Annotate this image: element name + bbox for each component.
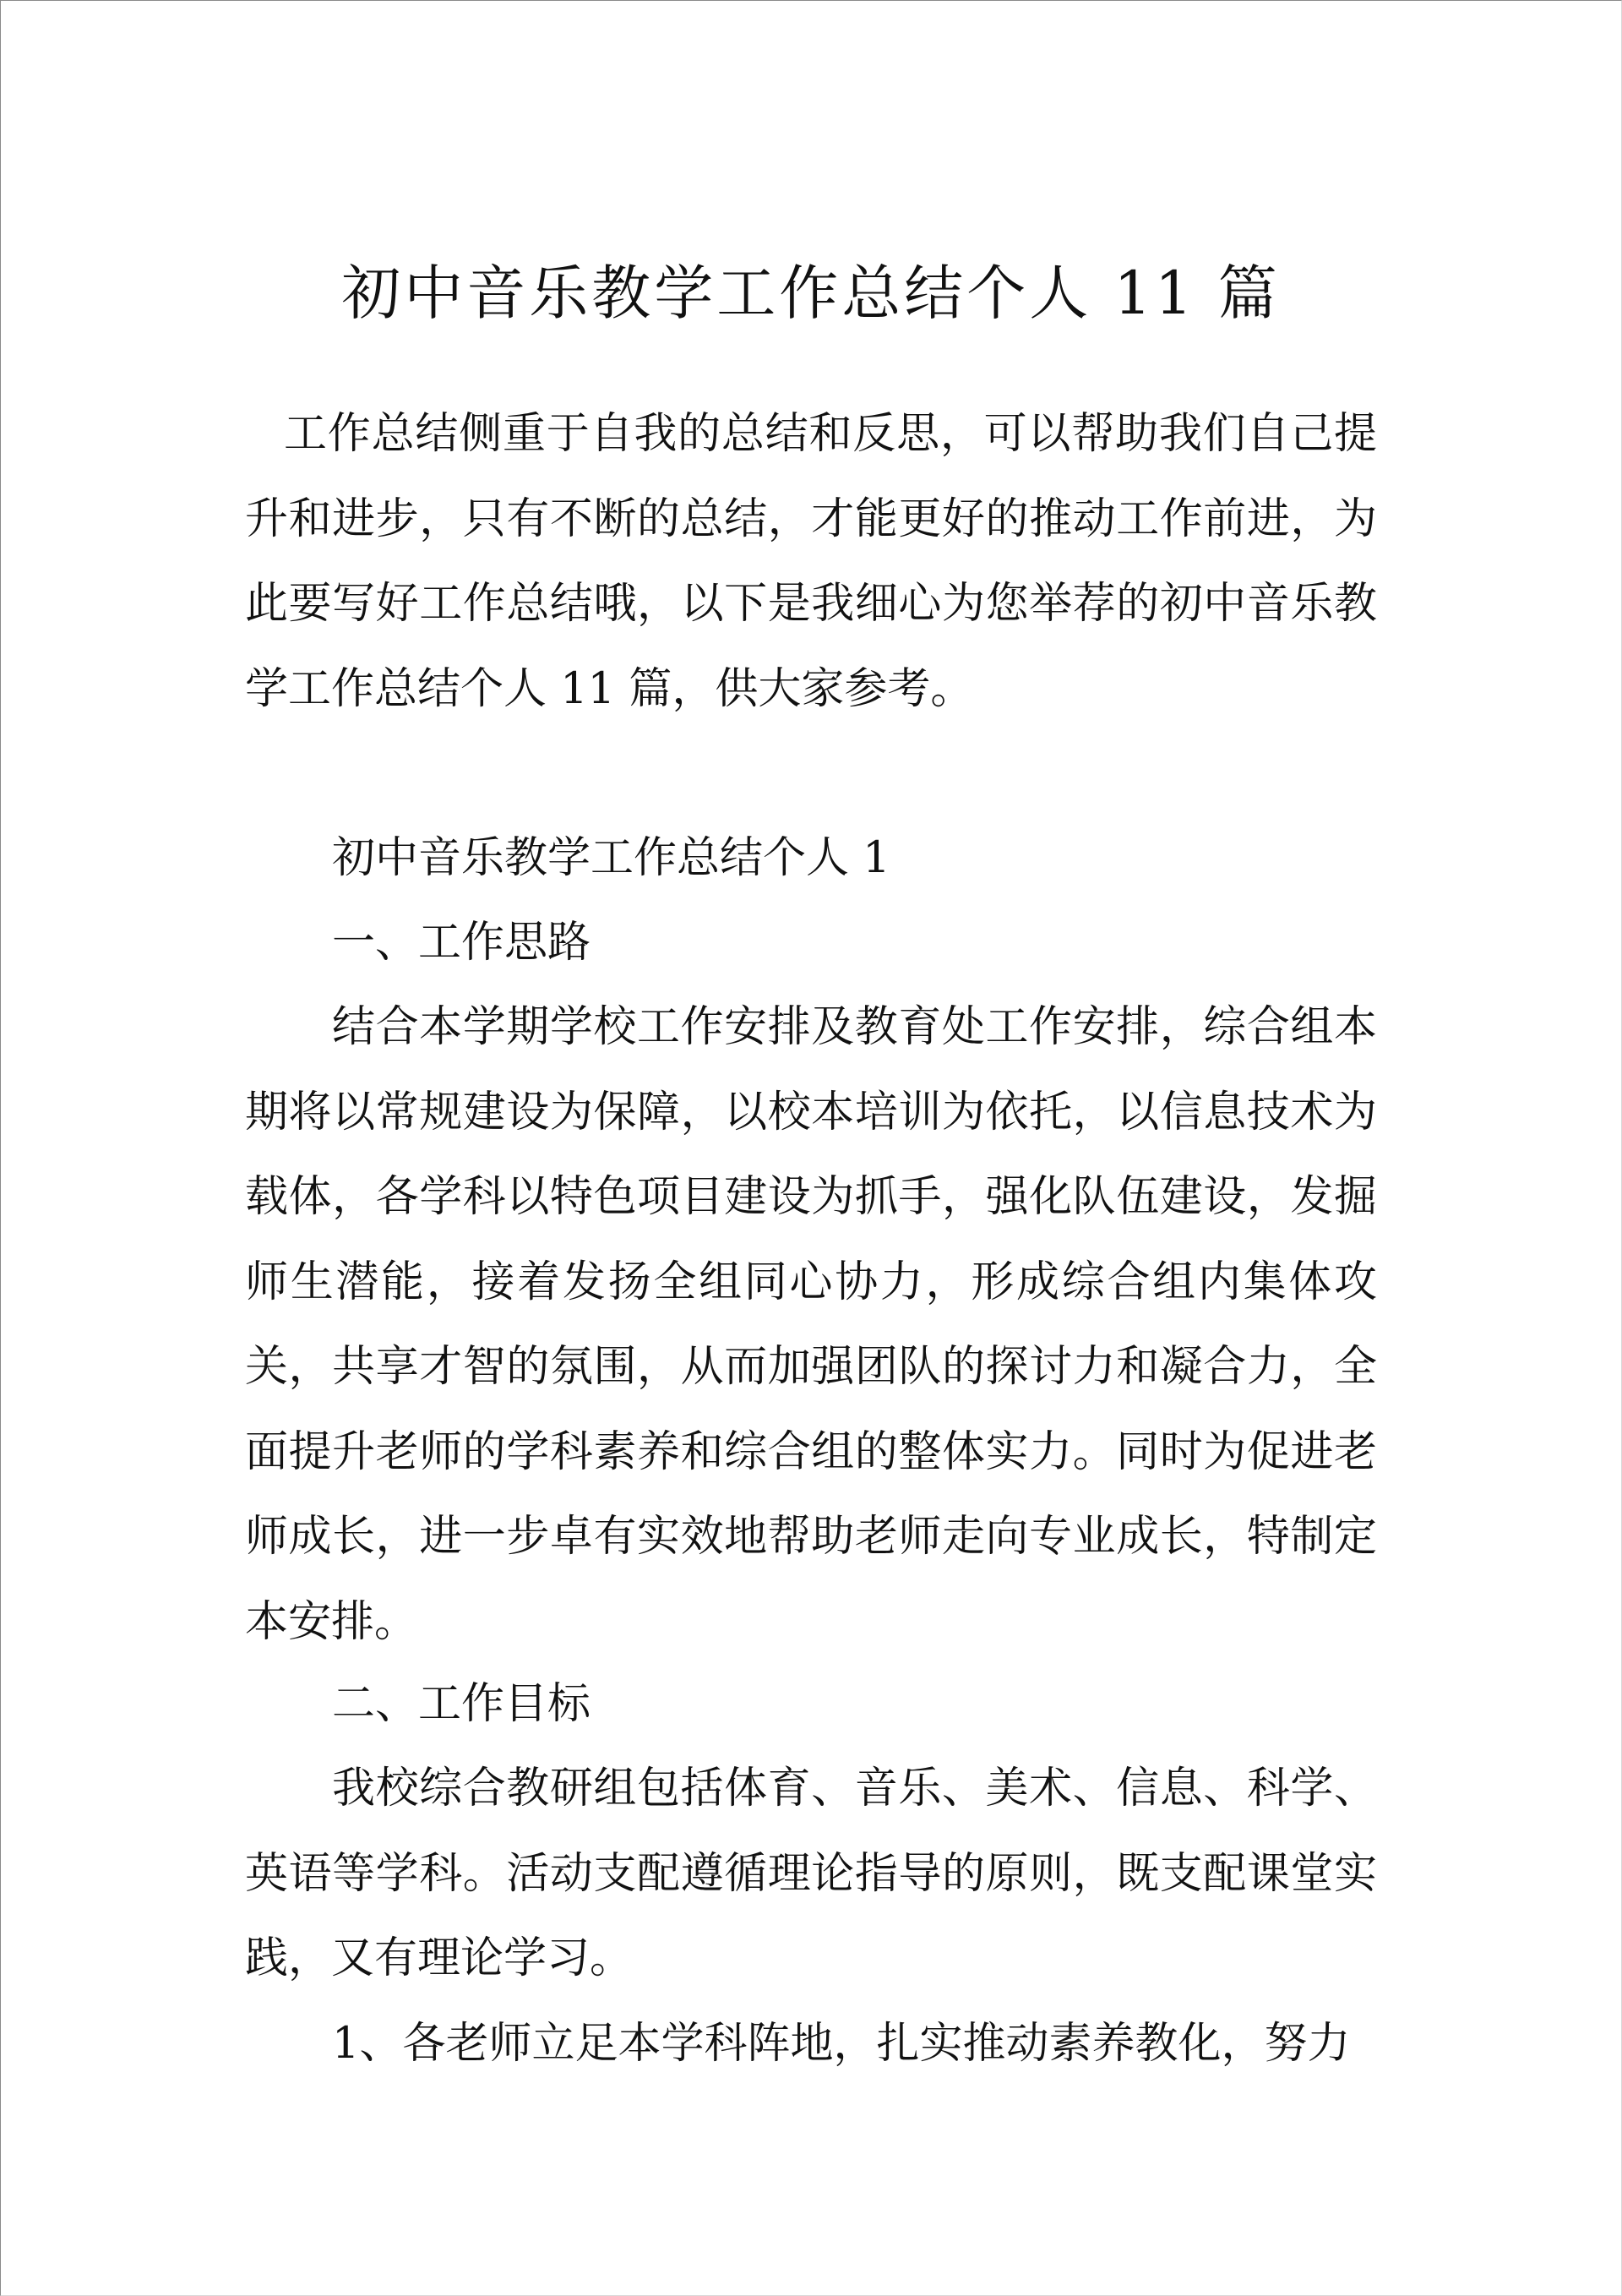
section-heading-work-approach: 一、工作思路 [332, 918, 591, 968]
document-title: 初中音乐教学工作总结个人 11 篇 [341, 259, 1281, 328]
section-heading-work-goals: 二、工作目标 [332, 1679, 591, 1729]
section-subtitle: 初中音乐教学工作总结个人 1 [332, 833, 890, 883]
intro-paragraph: 工作总结侧重于自我的总结和反思，可以帮助我们自己提升和进步，只有不断的总结，才能更好的推动工作前进，为此要写好工作总结哦，以下是我细心为您举荐的初中音乐教学工作总结个人 11 篇，供大家参考。 [245, 409, 1377, 714]
section-paragraph-work-goals: 我校综合教研组包括体育、音乐、美术、信息、科学、英语等学科。活动支配遵循理论指导的原则，既支配课堂实践，又有理论学习。 [245, 1764, 1377, 1983]
list-item: 1、各老师立足本学科阵地，扎实推动素养教化，努力 [332, 2019, 1351, 2069]
section-paragraph-work-approach: 结合本学期学校工作安排及教育处工作安排，综合组本期将以常规建设为保障，以校本培训为依托，以信息技术为载体，各学科以特色项目建设为抓手，强化队伍建设，发掘师生潜能，接着发扬全组同心协力，形成综合组内集体攻关，共享才智的氛围，从而加强团队的探讨力和凝合力，全面提升老师的学科素养和综合组的整体实力。同时为促进老师成长，进一步卓有实效地帮助老师走向专业成长，特制定本安排。 [245, 1002, 1377, 1647]
